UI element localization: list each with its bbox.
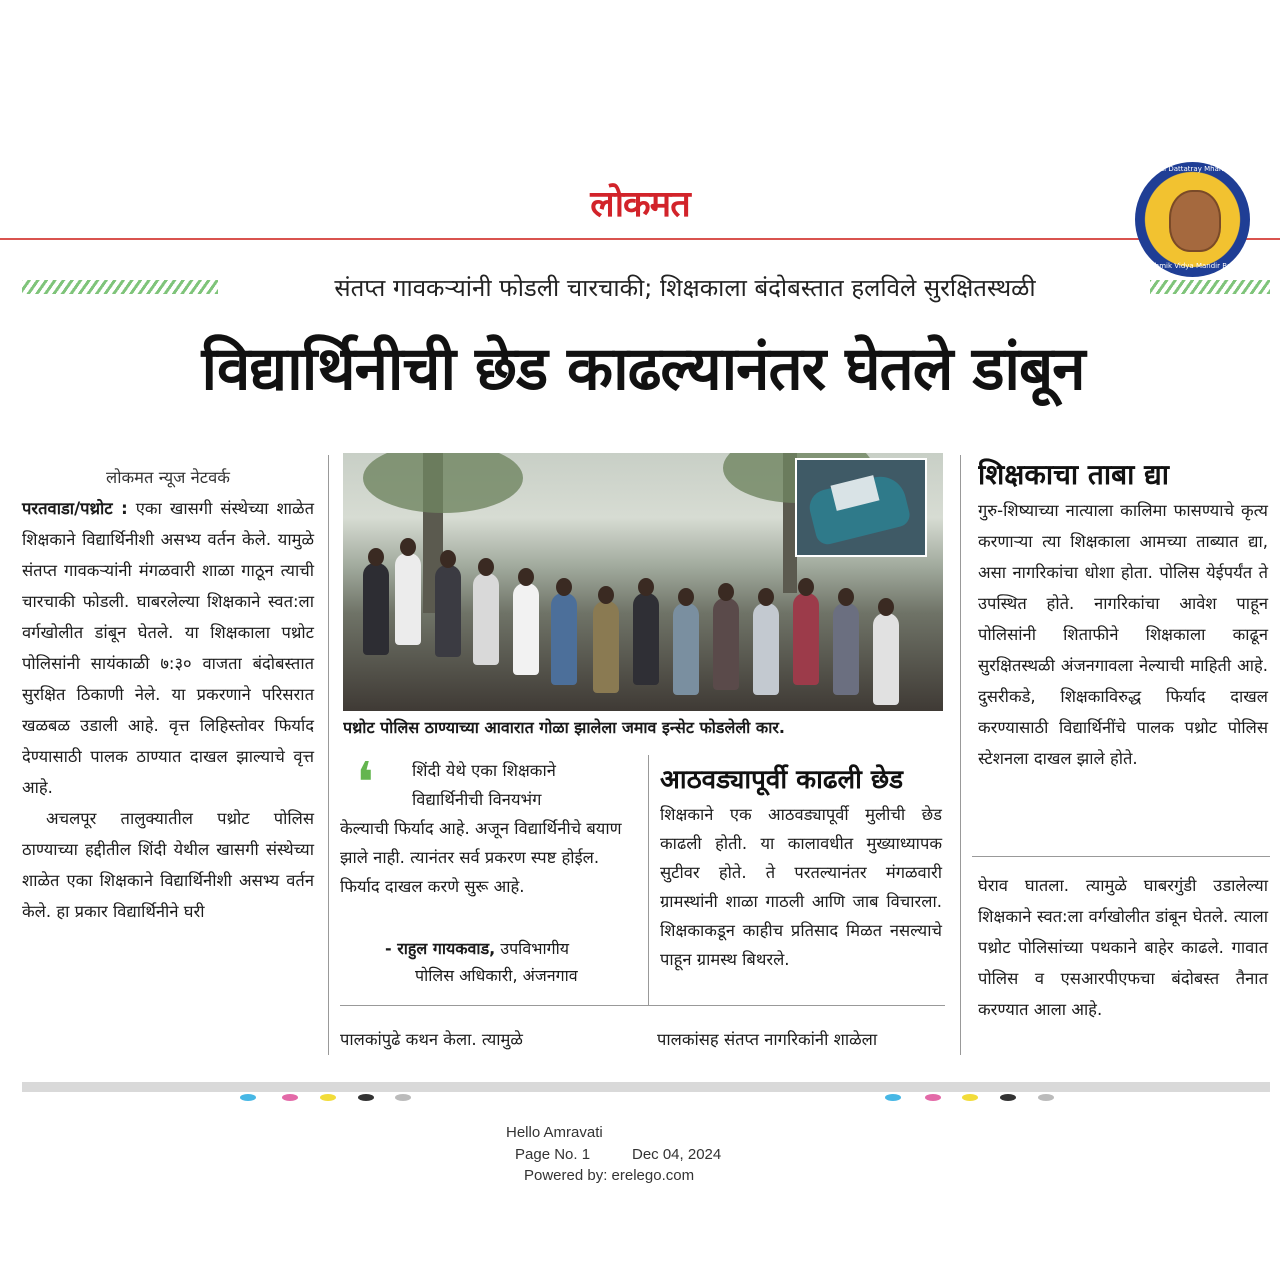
column-4-text-2: घेराव घातला. त्यामुळे घाबरगुंडी उडालेल्या शिक्षकाने स्वत:ला वर्गखोलीत डांबून घेतले. त्याला पथ्रोट पोलिसांच्या पथकाने बाहेर काढले. गावात पोलिस व एसआरपीएफचा बंदोबस्त तैनात करण्यात आला आहे. [978, 876, 1268, 1019]
registration-dot-yellow [320, 1094, 336, 1101]
column-divider-1 [328, 455, 329, 1055]
quote-line-1: शिंदी येथे एका शिक्षकाने [412, 761, 556, 780]
profile-seal-logo [1135, 162, 1250, 277]
attribution-role-2: पोलिस अधिकारी, अंजनगाव [415, 966, 578, 985]
column-1-para-1 [22, 493, 314, 803]
attribution-name: - राहुल गायकवाड, [385, 939, 496, 958]
footer-page-number: Page No. 1 [515, 1146, 591, 1163]
box-2-text: शिक्षकाने एक आठवड्यापूर्वी मुलीची छेड काढली होती. या कालावधीत मुख्याध्यापक सुटीवर होते. ते परतल्यानंतर मंगळवारी ग्रामस्थांनी शाळा गाठली आणि जाब विचारला. शिक्षकाकडून काहीच प्रतिसाद मिळत नसल्याचे पाहून ग्रामस्थ बिथरले. [660, 805, 942, 969]
kicker-stripes-left [22, 280, 218, 294]
mid-bottom-left-line: पालकांपुढे कथन केला. त्यामुळे [340, 1030, 523, 1049]
column-4-text: गुरु-शिष्याच्या नात्याला कालिमा फासण्याचे कृत्य करणाऱ्या त्या शिक्षकाला आमच्या ताब्यात द्या, असा नागरिकांचा धोशा होता. पोलिस येईपर्यंत ते उपस्थित होते. नागरिकांचा आवेश पाहून पोलिसांनी शिताफीने शिक्षकाला काढून सुरक्षितस्थळी अंजनगावला नेल्याची माहिती आहे. दुसरीकडे, शिक्षकाविरुद्ध फिर्याद दाखल करण्यासाठी विद्यार्थिनींचे पालक पथ्रोट पोलिस स्टेशनला दाखल झाले होते. [978, 501, 1268, 768]
byline: लोकमत न्यूज नेटवर्क [106, 468, 230, 487]
headline: विद्यार्थिनीची छेड काढल्यानंतर घेतले डांबून [201, 334, 1085, 404]
photo-caption: पथ्रोट पोलिस ठाण्याच्या आवारात गोळा झालेला जमाव इन्सेट फोडलेली कार. [343, 718, 785, 737]
registration-dot-magenta-right [925, 1094, 941, 1101]
footer-edition: Hello Amravati [506, 1124, 603, 1141]
quote-text: केल्याची फिर्याद आहे. अजून विद्यार्थिनीचे बयाण झाले नाही. त्यानंतर सर्व प्रकरण स्पष्ट होईल. फिर्याद दाखल करणे सुरू आहे. [340, 819, 622, 896]
registration-dot-cyan [240, 1094, 256, 1101]
seal-org-text: Prathmik Vidya Mandir Barshi [1140, 262, 1245, 270]
page-bottom-bar [22, 1082, 1270, 1092]
column-divider-2 [648, 755, 649, 1005]
registration-dot-magenta [282, 1094, 298, 1101]
column-4-divider [972, 856, 1270, 857]
quote-box [340, 751, 630, 906]
registration-dot-grey-right [1038, 1094, 1054, 1101]
inset-damaged-car-photo [795, 458, 927, 557]
quote-attribution [385, 935, 645, 995]
attribution-line-1 [385, 935, 645, 962]
avatar-face [1169, 190, 1221, 252]
kicker-stripes-right [1150, 280, 1270, 294]
article-column-1 [22, 462, 314, 1062]
attribution-role-1: उपविभागीय [500, 939, 570, 958]
registration-dot-yellow-right [962, 1094, 978, 1101]
column-1-para-2: अचलपूर तालुक्यातील पथ्रोट पोलिस ठाण्याच्या हद्दीतील शिंदी येथील खासगी संस्थेच्या शाळेत एका शिक्षकाने विद्यार्थिनीशी असभ्य वर्तन केले. हा प्रकार विद्यार्थिनीने घरी [22, 809, 314, 921]
registration-dot-cyan-right [885, 1094, 901, 1101]
masthead-divider [0, 238, 1280, 240]
seal-name-text: Rahul Dattatray Mhamane [1146, 165, 1239, 173]
kicker-line: संतप्त गावकऱ्यांनी फोडली चारचाकी; शिक्षकाला बंदोबस्तात हलविले सुरक्षितस्थळी [334, 274, 1036, 302]
registration-dot-black [358, 1094, 374, 1101]
column-1-para-1-text: एका खासगी संस्थेच्या शाळेत शिक्षकाने विद्यार्थिनीशी असभ्य वर्तन केले. यामुळे संतप्त गावकऱ्यांनी मंगळवारी शाळा गाठून त्याची चारचाकी फोडली. घाबरलेल्या शिक्षकाने स्वत:ला वर्गखोलीत डांबून घेतले. या शिक्षकाला पथ्रोट पोलिसांनी सायंकाळी ७:३० वाजता बंदोबस्तात सुरक्षित ठिकाणी नेले. या प्रकरणाने परिसरात खळबळ उडाली आहे. वृत्त लिहिस्तोवर फिर्याद देण्यासाठी पालक ठाण्यात दाखल झाल्याचे वृत्त आहे. [22, 499, 314, 797]
quote-line-2: विद्यार्थिनीची विनयभंग [412, 790, 542, 809]
footer-powered-link[interactable]: Powered by: erelego.com [524, 1167, 695, 1184]
subhead-teacher-custody: शिक्षकाचा ताबा द्या [978, 458, 1169, 491]
newspaper-masthead: लोकमत [590, 183, 690, 225]
box-divider [340, 1005, 945, 1006]
mid-bottom-right-line: पालकांसह संतप्त नागरिकांनी शाळेला [657, 1030, 878, 1049]
dateline: परतवाडा/पथ्रोट : [22, 499, 128, 518]
registration-dot-black-right [1000, 1094, 1016, 1101]
subhead-week-before: आठवड्यापूर्वी काढली छेड [660, 765, 904, 795]
footer-date: Dec 04, 2024 [632, 1146, 722, 1163]
quote-mark-icon: ❛ [356, 751, 375, 816]
column-divider-3 [960, 455, 961, 1055]
registration-dot-grey [395, 1094, 411, 1101]
